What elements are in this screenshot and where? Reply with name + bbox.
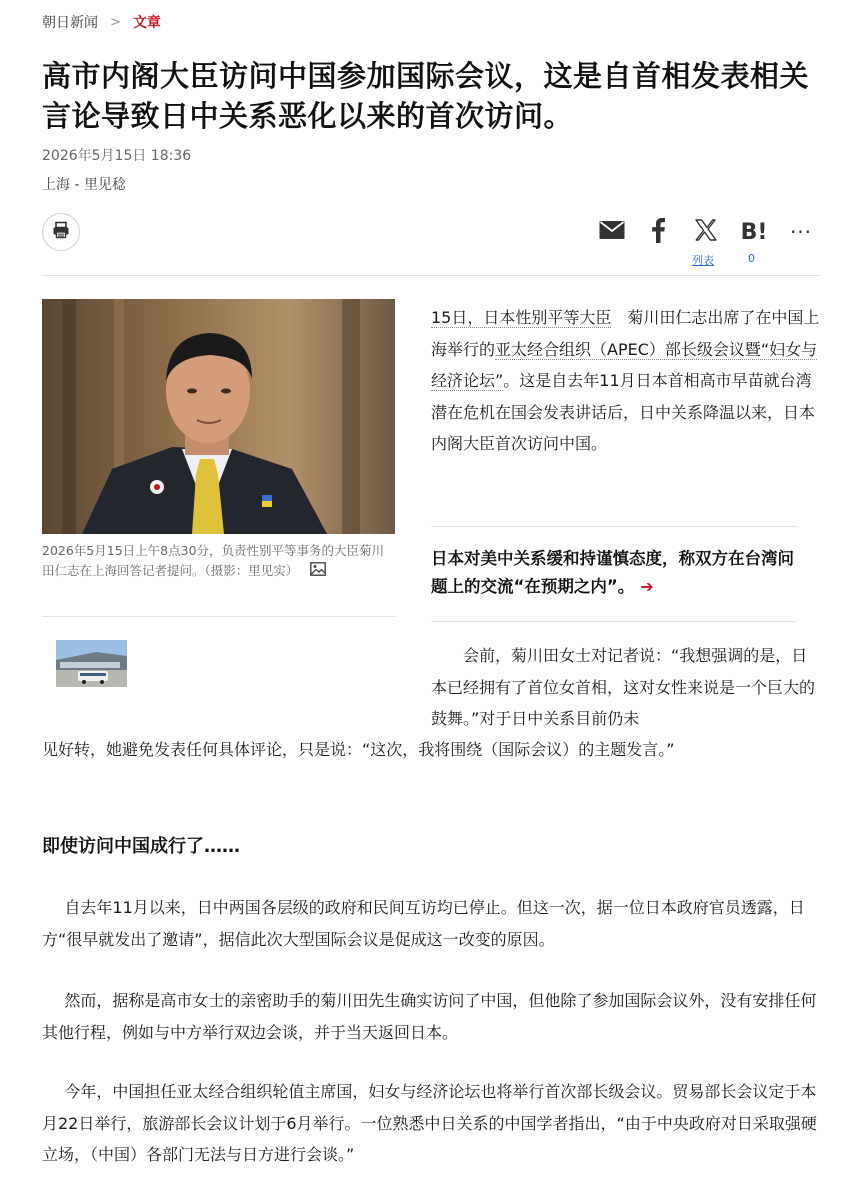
share-mail-button[interactable] <box>596 218 628 246</box>
photo-caption-text: 2026年5月15日上午8点30分，负责性别平等事务的大臣菊川田仁志在上海回答记者提问。（摄影：里见实） <box>42 543 385 578</box>
divider <box>42 275 820 276</box>
body-paragraph: 然而，据称是高市女士的亲密助手的菊川田先生确实访问了中国，但他除了参加国际会议外，没有安排任何其他行程，例如与中方举行双边会谈，并于当天返回日本。 <box>42 991 817 1042</box>
share-count: 0 <box>748 252 755 265</box>
arrow-right-icon: ➔ <box>640 577 654 596</box>
breadcrumb-separator: > <box>110 14 121 30</box>
image-icon[interactable] <box>310 562 326 582</box>
section-heading: 即使访问中国成行了…… <box>42 836 240 857</box>
lead-keyword-link[interactable]: 亚太经合组织（APEC）部长级会议暨“妇女与经济论坛” <box>431 339 818 390</box>
body-paragraph: 见好转，她避免发表任何具体评论，只是说：“这次，我将围绕（国际会议）的主题发言。” <box>42 740 675 759</box>
share-x-button[interactable] <box>690 218 722 246</box>
breadcrumb-current: 文章 <box>132 15 161 31</box>
mail-icon <box>599 220 625 244</box>
article-date: 2026年5月15日 18:36 <box>42 148 192 164</box>
share-facebook-button[interactable] <box>644 218 672 246</box>
print-button[interactable] <box>42 213 80 251</box>
article-title: 高市内阁大臣访问中国参加国际会议，这是自首相发表相关言论导致日中关系恶化以来的首次访问。 <box>42 59 810 133</box>
printer-icon <box>52 221 70 243</box>
x-icon <box>694 218 718 246</box>
body-paragraph: 会前，菊川田女士对记者说：“我想强调的是，日本已经拥有了首位女首相，这对女性来说是一个巨大的鼓舞。”对于日中关系目前仍未 <box>431 646 816 728</box>
lead-keyword-link[interactable]: 15日，日本性别平等大臣 <box>431 308 612 327</box>
gallery-thumbnail[interactable] <box>56 640 127 687</box>
share-more-button[interactable]: ··· <box>789 220 813 244</box>
divider <box>42 616 395 617</box>
lead-text: 。这是自去年11月日本首相高市早苗就台湾潜在危机在国会发表讲话后，日中关系降温以来，日本内阁大臣首次访问中国。 <box>431 371 816 453</box>
article-byline: 上海 - 里见稔 <box>42 177 126 193</box>
body-paragraph: 今年，中国担任亚太经合组织轮值主席国，妇女与经济论坛也将举行首次部长级会议。贸易部长会议定于本月22日举行，旅游部长会议计划于6月举行。一位熟悉中日关系的中国学者指出，“由于中央政府对日采取强硬立场，（中国）各部门无法与日方进行会谈。” <box>42 1082 817 1164</box>
share-list-link[interactable]: 列表 <box>692 254 714 267</box>
photo-caption <box>42 541 392 582</box>
lead-text: 菊川田仁志出席了在中国上海举行的 <box>431 308 820 359</box>
breadcrumb <box>42 12 161 32</box>
body-paragraph: 自去年11月以来，日中两国各层级的政府和民间互访均已停止。但这一次，据一位日本政府官员透露，日方“很早就发出了邀请”，据信此次大型国际会议是促成这一改变的原因。 <box>42 898 805 949</box>
share-hatena-button[interactable]: B! <box>740 219 768 245</box>
article-photo[interactable] <box>42 299 395 534</box>
related-article-title: 日本对美中关系缓和持谨慎态度，称双方在台湾问题上的交流“在预期之内”。 <box>431 549 794 596</box>
facebook-icon <box>650 217 666 247</box>
lead-paragraph <box>431 302 823 460</box>
related-article-link[interactable] <box>431 526 797 622</box>
breadcrumb-home-link[interactable]: 朝日新闻 <box>42 15 98 31</box>
